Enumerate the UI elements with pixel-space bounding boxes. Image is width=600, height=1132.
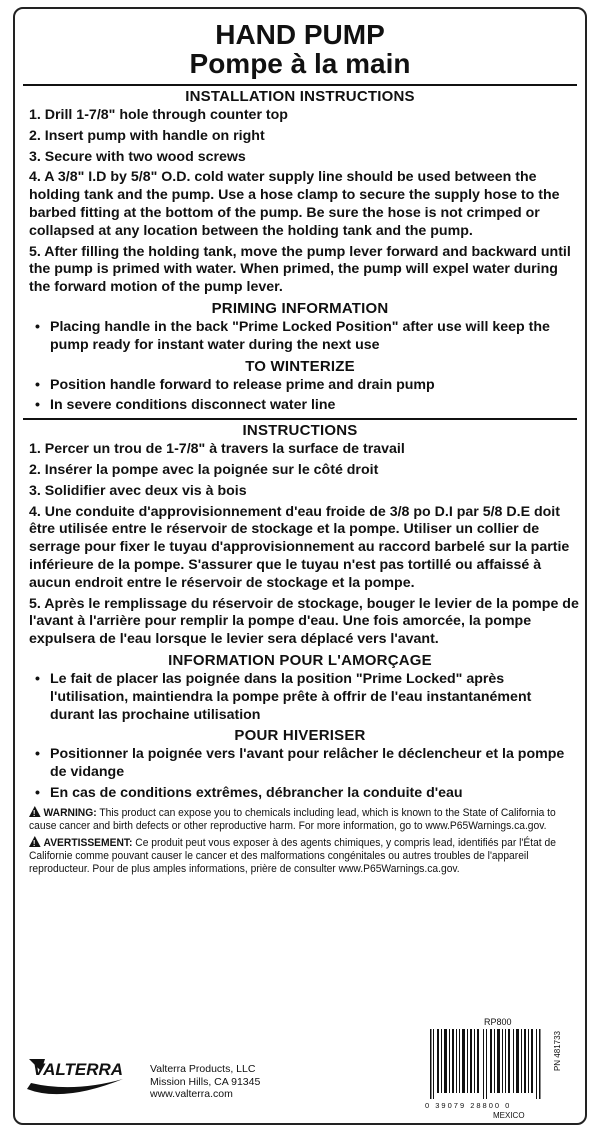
winterize-fr-heading: POUR HIVERISER bbox=[234, 727, 366, 745]
list-item: • Positionner la poignée vers l'avant pour relâcher le déclencheur et la pompe de vidange bbox=[35, 746, 579, 782]
warning-icon bbox=[29, 806, 41, 817]
barcode-number: 0 39079 28800 0 bbox=[425, 1101, 512, 1110]
divider bbox=[23, 84, 577, 86]
part-number: RP800 bbox=[484, 1017, 512, 1027]
title-fr: Pompe à la main bbox=[189, 48, 411, 79]
company-web: www.valterra.com bbox=[150, 1088, 233, 1100]
footer bbox=[15, 1011, 585, 1123]
list-item: • Le fait de placer las poignée dans la position "Prime Locked" après l'utilisation, maintiendra la pompe prête à offrir de l'eau instantanément durant las prochaine utilisation bbox=[35, 671, 579, 724]
list-item: • Placing handle in the back "Prime Locked Position" after use will keep the pump ready for instant water during the next use bbox=[35, 319, 579, 355]
priming-fr-heading: INFORMATION POUR L'AMORÇAGE bbox=[168, 651, 432, 669]
company-info bbox=[150, 1063, 260, 1101]
warning-fr bbox=[29, 836, 563, 877]
list-item: 4. A 3/8" I.D by 5/8" O.D. cold water supply line should be used between the holding tank and the pump. Use a hose clamp to secure the supply hose to the barbed fitting at the bottom of the pump. Be sure the hose is not crimped or collapsed at any location between the holding tank and the pump. bbox=[29, 169, 560, 239]
list-item: 3. Solidifier avec deux vis à bois bbox=[29, 482, 247, 499]
instruction-label bbox=[13, 7, 587, 1125]
list-item: • In severe conditions disconnect water line bbox=[35, 397, 579, 415]
list-item: 1. Drill 1-7/8" hole through counter top bbox=[29, 107, 288, 123]
instructions-fr-heading: INSTRUCTIONS bbox=[242, 422, 358, 440]
company-city: Mission Hills, CA 91345 bbox=[150, 1075, 261, 1088]
side-code: PN 481733 bbox=[553, 1031, 562, 1072]
installation-heading: INSTALLATION INSTRUCTIONS bbox=[185, 88, 415, 105]
list-item: 2. Insérer la pompe avec la poignée sur le côté droit bbox=[29, 461, 379, 478]
barcode bbox=[428, 1029, 543, 1099]
list-item: 3. Secure with two wood screws bbox=[29, 148, 246, 165]
valterra-logo bbox=[23, 1049, 143, 1099]
company-name: Valterra Products, LLC bbox=[150, 1063, 256, 1075]
page-title bbox=[15, 9, 585, 77]
list-item: 2. Insert pump with handle on right bbox=[29, 127, 265, 144]
title-en: HAND PUMP bbox=[215, 19, 385, 50]
list-item: 5. Après le remplissage du réservoir de stockage, bouger le levier de la pompe de l'avant à l'arrière pour remplir la pompe d'eau. Une fois amorcée, la pompe expulsera de l'eau lorsque le levier sera déplacé vers l'avant. bbox=[29, 595, 579, 648]
list-item: 5. After filling the holding tank, move the pump lever forward and backward until the pump is primed with water. When primed, the pump will expel water during the forward motion of the pump lever. bbox=[29, 243, 571, 296]
warning-icon bbox=[29, 836, 41, 847]
list-item: 4. Une conduite d'approvisionnement d'eau froide de 3/8 po D.I par 5/8 D.E doit être utilisée entre le réservoir de stockage et la pompe. Utiliser un collier de serrage pour fixer le tuyau d'approvisionnement au raccord barbelé sur la partie inférieure de la pompe. S'assurer que le tuyau n'est pas tortillé ou affaissé à aucun endroit entre le réservoir de stockage et la pompe. bbox=[29, 503, 570, 591]
country-of-origin: MEXICO bbox=[493, 1111, 525, 1120]
warning-label: WARNING: bbox=[43, 806, 97, 819]
logo-text: VALTERRA bbox=[33, 1060, 124, 1079]
installation-steps bbox=[15, 107, 585, 297]
warning-text: This product can expose you to chemicals including lead, which is known to the State of California to cause cancer and birth defects or other reproductive harm. For more information, go to www.P65Warnings.ca.gov. bbox=[29, 806, 556, 833]
warning-text: Ce produit peut vous exposer à des agents chimiques, y compris lead, identifiés par l'État de Californie comme pouvant causer le cancer et des malformations congénitales ou autres troubles de l'appareil reproducteur. Pour de plus amples informations, prière de consulter www.P65Warnings.ca.gov. bbox=[29, 836, 556, 876]
priming-heading: PRIMING INFORMATION bbox=[211, 299, 389, 317]
warning-en bbox=[29, 806, 563, 834]
instructions-fr-steps bbox=[15, 441, 585, 649]
warning-label: AVERTISSEMENT: bbox=[43, 836, 133, 849]
winterize-heading: TO WINTERIZE bbox=[245, 357, 355, 375]
list-item: • Position handle forward to release prime and drain pump bbox=[35, 377, 579, 395]
list-item: 1. Percer un trou de 1-7/8" à travers la surface de travail bbox=[29, 441, 405, 458]
divider bbox=[23, 418, 577, 420]
list-item: • En cas de conditions extrêmes, débrancher la conduite d'eau bbox=[35, 785, 579, 803]
